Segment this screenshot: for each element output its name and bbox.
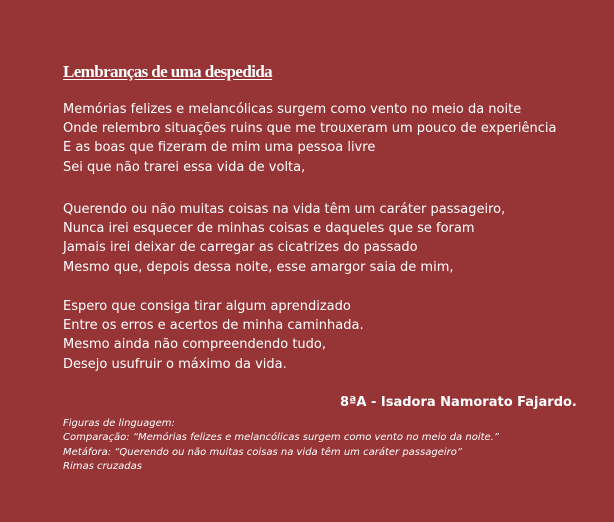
notes-heading: Figuras de linguagem: <box>63 418 175 429</box>
verse-line: Espero que consiga tirar algum aprendizado <box>63 299 351 314</box>
verse-line: Mesmo que, depois dessa noite, esse amargor saia de mim, <box>63 259 454 275</box>
note-line: Comparação: “Memórias felizes e melancólicas surgem como vento no meio da noite.” <box>63 432 500 444</box>
verse-line: Desejo usufruir o máximo da vida. <box>63 356 287 372</box>
language-figures-notes <box>63 417 499 475</box>
verse-line: Entre os erros e acertos de minha caminhada. <box>63 318 364 334</box>
stanza-1 <box>63 100 557 177</box>
stanza-2 <box>63 200 505 277</box>
stanza-3 <box>63 297 364 374</box>
verse-line: E as boas que fizeram de mim uma pessoa livre <box>63 140 376 156</box>
verse-line: Jamais irei deixar de carregar as cicatrizes do passado <box>63 240 418 256</box>
author-signature: 8ªA - Isadora Namorato Fajardo. <box>340 395 577 410</box>
verse-line: Querendo ou não muitas coisas na vida têm um caráter passageiro, <box>63 202 506 217</box>
poem-title: Lembranças de uma despedida <box>63 62 273 81</box>
note-line: Metáfora: “Querendo ou não muitas coisas na vida têm um caráter passageiro” <box>63 446 463 458</box>
verse-line: Nunca irei esquecer de minhas coisas e daqueles que se foram <box>63 221 475 237</box>
note-line: Rimas cruzadas <box>63 461 142 473</box>
verse-line: Sei que não trarei essa vida de volta, <box>63 159 306 175</box>
verse-line: Mesmo ainda não compreendendo tudo, <box>63 337 327 353</box>
verse-line: Memórias felizes e melancólicas surgem como vento no meio da noite <box>63 102 522 117</box>
verse-line: Onde relembro situações ruins que me trouxeram um pouco de experiência <box>63 121 557 137</box>
